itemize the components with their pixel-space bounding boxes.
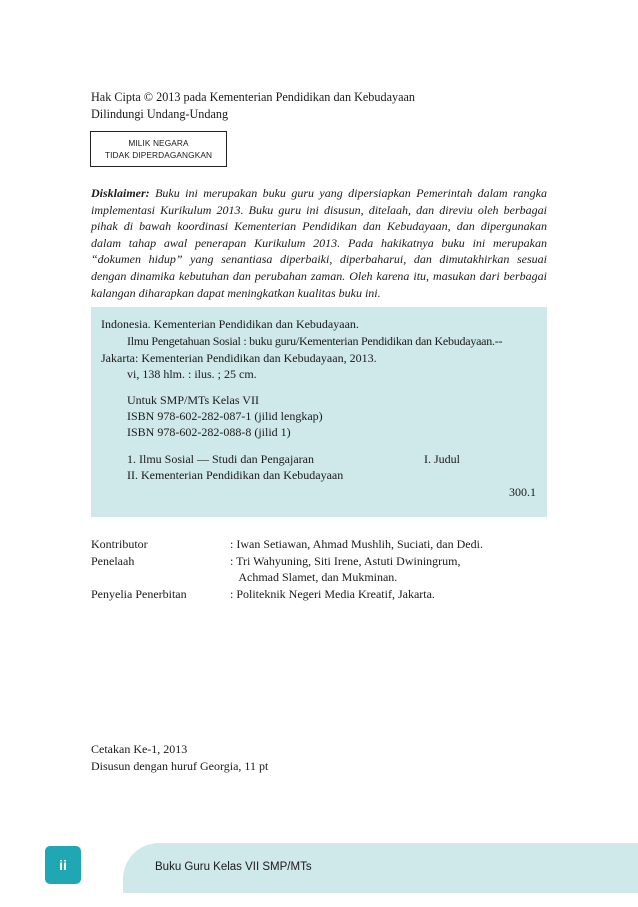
- catalog-line: Indonesia. Kementerian Pendidikan dan Kebudayaan.: [101, 317, 359, 331]
- print-info: [91, 741, 268, 774]
- credit-label: Penyelia Penerbitan: [91, 586, 187, 601]
- catalog-line: Untuk SMP/MTs Kelas VII: [127, 393, 259, 407]
- stamp-line-1: MILIK NEGARA: [128, 138, 189, 148]
- catalog-line: 1. Ilmu Sosial — Studi dan Pengajaran: [127, 452, 314, 466]
- catalog-line: II. Kementerian Pendidikan dan Kebudayaan: [127, 468, 344, 482]
- stamp-line-2: TIDAK DIPERDAGANGKAN: [104, 150, 213, 160]
- disclaimer-label: Disklaimer:: [91, 186, 150, 200]
- catalog-line: Ilmu Pengetahuan Sosial : buku guru/Kementerian Pendidikan dan Kebudayaan.--: [127, 334, 503, 348]
- catalog-record: [91, 307, 547, 517]
- disclaimer: [91, 185, 547, 301]
- credit-value: : Tri Wahyuning, Siti Irene, Astuti Dwiningrum,: [230, 553, 461, 568]
- credit-value: : Politeknik Negeri Media Kreatif, Jakarta.: [230, 586, 435, 601]
- credit-value: : Iwan Setiawan, Ahmad Mushlih, Suciati, dan Dedi.: [230, 537, 483, 551]
- protection-line: Dilindungi Undang-Undang: [91, 106, 229, 121]
- catalog-line: ISBN 978-602-282-087-1 (jilid lengkap): [127, 409, 323, 423]
- copyright-notice: [91, 89, 415, 122]
- catalog-line: ISBN 978-602-282-088-8 (jilid 1): [127, 425, 291, 439]
- copyright-line: Hak Cipta © 2013 pada Kementerian Pendidikan dan Kebudayaan: [91, 90, 416, 104]
- classification-number: 300.1: [509, 485, 536, 499]
- catalog-line-right: I. Judul: [424, 452, 460, 466]
- credit-label: Kontributor: [91, 537, 148, 551]
- catalog-line: Jakarta: Kementerian Pendidikan dan Kebudayaan, 2013.: [101, 351, 377, 365]
- font-note-line: Disusun dengan huruf Georgia, 11 pt: [91, 758, 269, 773]
- catalog-line: vi, 138 hlm. : ilus. ; 25 cm.: [127, 367, 257, 381]
- disclaimer-text: Buku ini merupakan buku guru yang dipersiapkan Pemerintah dalam rangka implementasi Kurikulum 2013. Buku guru ini disusun, ditelaah, dan direviu oleh berbagai pihak di bawah koordinasi Kementerian Pendidikan dan Kebudayaan, dan dipergunakan dalam tahap awal penerapan Kurikulum 2013. Pada hakikatnya buku ini merupakan “dokumen hidup” yang senantiasa diperbaiki, diperbaharui, dan dimutakhirkan sesuai dengan dinamika kebutuhan dan perubahan zaman. Oleh karena itu, masukan dari berbagai kalangan diharapkan dapat meningkatkan kualitas buku ini.: [91, 186, 547, 300]
- not-for-sale-stamp: [90, 131, 227, 167]
- credit-label: Penelaah: [91, 553, 135, 568]
- page-number: ii: [45, 846, 81, 884]
- edition-line: Cetakan Ke-1, 2013: [91, 742, 188, 756]
- credit-value: Achmad Slamet, dan Mukminan.: [230, 570, 398, 584]
- footer-book-title: Buku Guru Kelas VII SMP/MTs: [155, 861, 312, 873]
